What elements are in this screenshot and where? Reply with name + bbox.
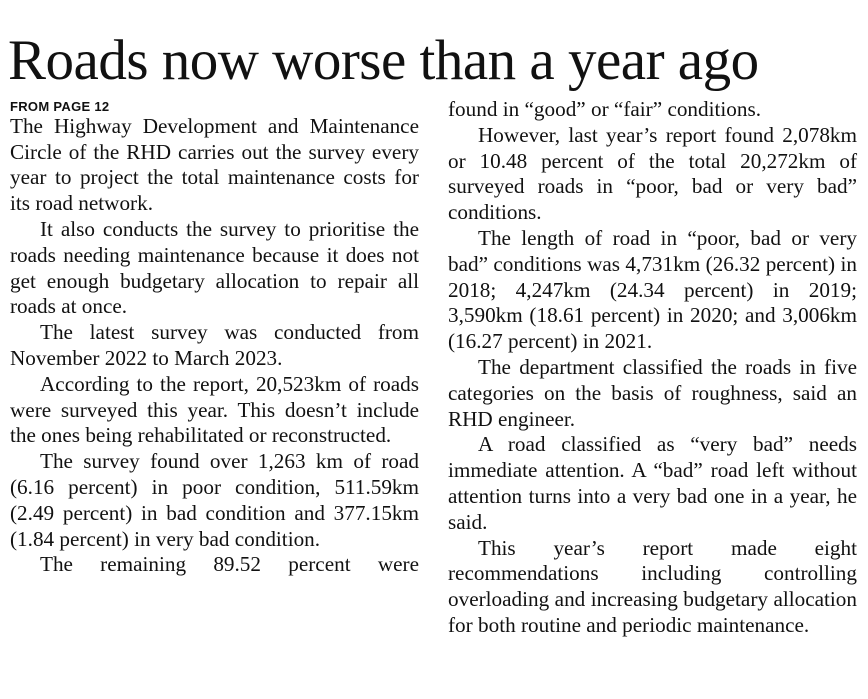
paragraph: The length of road in “poor, bad or very bad” conditions was 4,731km (26.32 percent) in 2018; 4,247km (24.34 percent) in 2019; 3,590km (18.61 percent) in 2020; and 3,006km (16.27 percent) in 2021.	[448, 225, 857, 354]
paragraph: The latest survey was conducted from November 2022 to March 2023.	[10, 320, 419, 370]
paragraph: The department classified the roads in five categories on the basis of roughness, said an RHD engineer.	[448, 354, 857, 431]
continuation-kicker: FROM PAGE 12	[10, 99, 110, 114]
left-column	[10, 97, 419, 578]
paragraph: It also conducts the survey to prioritise the roads needing maintenance because it does not get enough budgetary allocation to repair all roads at once.	[10, 216, 419, 319]
paragraph: found in “good” or “fair” conditions.	[448, 97, 762, 121]
paragraph: According to the report, 20,523km of roads were surveyed this year. This doesn’t include the ones being rehabilitated or reconstructed.	[10, 371, 419, 448]
paragraph: However, last year’s report found 2,078km or 10.48 percent of the total 20,272km of surveyed roads in “poor, bad or very bad” conditions.	[448, 122, 857, 225]
paragraph: The Highway Development and Maintenance Circle of the RHD carries out the survey every year to project the total maintenance costs for its road network.	[10, 113, 419, 216]
paragraph: The remaining 89.52 percent were	[40, 552, 419, 577]
paragraph: This year’s report made eight recommendations including controlling overloading and increasing budgetary allocation for both routine and periodic maintenance.	[448, 535, 857, 637]
paragraph: The survey found over 1,263 km of road (6.16 percent) in poor condition, 511.59km (2.49 percent) in bad condition and 377.15km (1.84 percent) in very bad condition.	[10, 449, 419, 551]
right-column	[448, 97, 857, 639]
paragraph: A road classified as “very bad” needs immediate attention. A “bad” road left without attention turns into a very bad one in a year, he said.	[448, 432, 857, 534]
headline: Roads now worse than a year ago	[8, 29, 759, 92]
